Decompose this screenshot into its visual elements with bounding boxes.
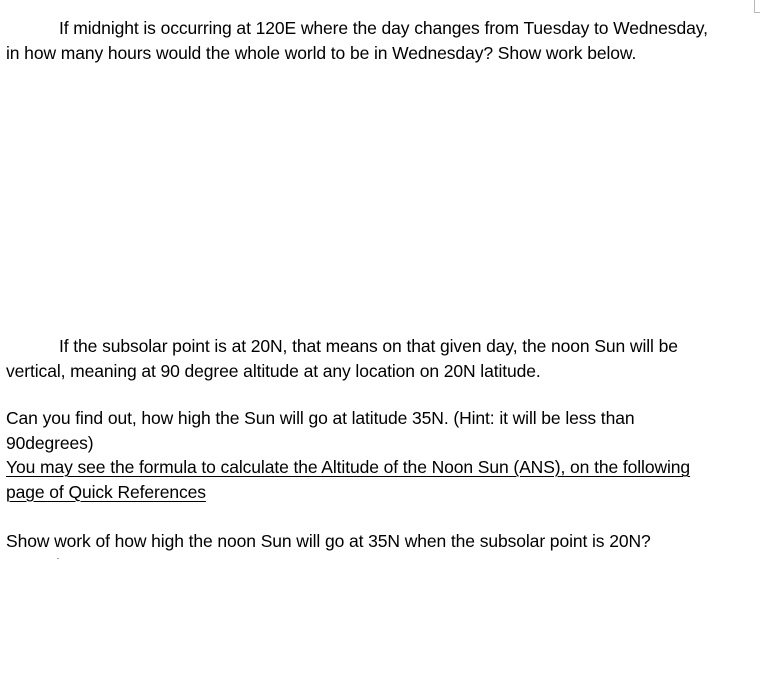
show-work-prompt: Show work of how high the noon Sun will go at 35N when the subsolar point is 20N? (6, 531, 651, 551)
question-1-line-2: in how many hours would the whole world to be in Wednesday? Show work below. (6, 42, 637, 63)
show-work-paragraph (6, 529, 750, 554)
quick-reference-note-line-2: page of Quick References (6, 481, 206, 502)
question-2-line-1: Can you find out, how high the Sun will go at latitude 35N. (Hint: it will be less than (6, 408, 635, 428)
subsolar-intro-line-1: If the subsolar point is at 20N, that means on that given day, the noon Sun will be (59, 336, 678, 356)
question-1-line-1: If midnight is occurring at 120E where the day changes from Tuesday to Wednesday, (59, 18, 708, 38)
subsolar-intro-paragraph (6, 334, 750, 383)
quick-reference-note-line-1: You may see the formula to calculate the Altitude of the Noon Sun (ANS), on the following (6, 457, 691, 477)
stray-mark (57, 558, 59, 559)
question-1-paragraph (6, 16, 750, 65)
subsolar-intro-line-2: vertical, meaning at 90 degree altitude at any location on 20N latitude. (6, 360, 541, 381)
question-2-paragraph (6, 406, 750, 504)
page-corner-marker (754, 0, 760, 13)
question-2-line-2: 90degrees) (6, 432, 94, 453)
